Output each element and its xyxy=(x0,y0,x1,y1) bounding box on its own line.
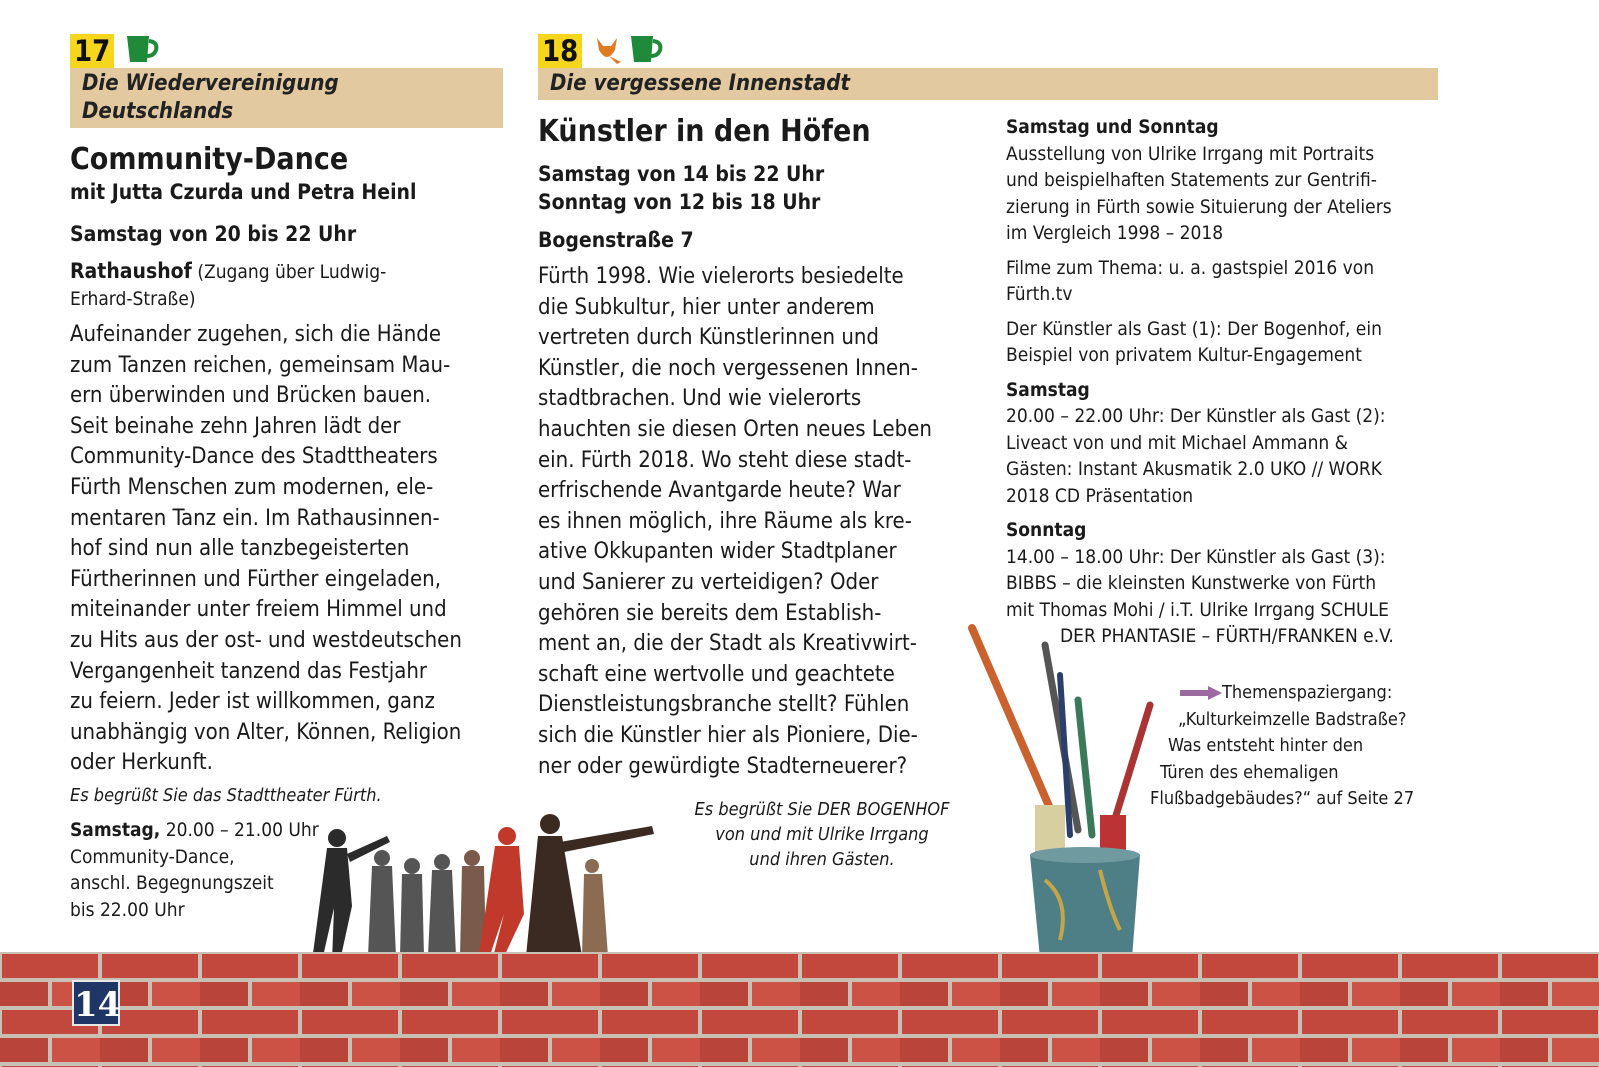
place-note-2: Erhard-Straße) xyxy=(70,287,196,310)
body-line: Künstler, die noch vergessenen Innen- xyxy=(538,355,918,381)
body-line: unabhängig von Alter, Können, Religion xyxy=(70,719,462,745)
left-article-header xyxy=(70,34,159,68)
program-line: Beispiel von privatem Kultur-Engagement xyxy=(1006,344,1362,366)
event-number-18: 18 xyxy=(538,34,582,68)
walk-line: Türen des ehemaligen xyxy=(1160,761,1339,783)
paint-bucket-image xyxy=(960,620,1170,965)
right-time-1: Samstag von 14 bis 22 Uhr xyxy=(538,162,825,186)
heading-sunday: Sonntag xyxy=(1006,519,1087,541)
heading-saturday: Samstag xyxy=(1006,378,1090,401)
fox-icon xyxy=(591,34,623,66)
right-topic-band xyxy=(538,68,1438,100)
left-greeting: Es begrüßt Sie das Stadttheater Fürth. xyxy=(70,785,382,806)
greeting-line: von und mit Ulrike Irrgang xyxy=(715,824,929,845)
schedule-line: Community-Dance, xyxy=(70,845,235,868)
body-line: Fürth Menschen zum modernen, ele- xyxy=(70,474,434,500)
body-line: ment an, die der Stadt als Kreativwirt- xyxy=(538,631,917,657)
body-line: ner oder gewürdigte Stadterneuerer? xyxy=(538,753,908,779)
body-line: Community-Dance des Stadttheaters xyxy=(70,444,438,470)
program-line: BIBBS – die kleinsten Kunstwerke von Fürth xyxy=(1006,572,1377,594)
body-line: hauchten sie diesen Orten neues Leben xyxy=(538,416,932,442)
cup-icon xyxy=(125,34,159,64)
body-line: es ihnen möglich, ihre Räume als kre- xyxy=(538,508,912,534)
program-line: zierung in Fürth sowie Situierung der Ateliers xyxy=(1006,195,1392,218)
body-line: mentaren Tanz ein. Im Rathausinnen- xyxy=(70,505,440,531)
program-line: Filme zum Thema: u. a. gastspiel 2016 von xyxy=(1006,256,1375,279)
schedule-line: anschl. Begegnungszeit xyxy=(70,872,274,894)
body-line: oder Herkunft. xyxy=(70,750,213,776)
program-line: mit Thomas Mohi / i.T. Ulrike Irrgang SCHULE xyxy=(1006,598,1389,621)
right-greeting xyxy=(672,797,972,872)
topic-line-1: Die Wiedervereinigung xyxy=(82,71,339,96)
body-line: Fürth 1998. Wie vielerorts besiedelte xyxy=(538,264,904,289)
body-line: Fürtherinnen und Fürther eingeladen, xyxy=(70,566,441,592)
right-article-header xyxy=(538,34,663,68)
body-line: Vergangenheit tanzend das Festjahr xyxy=(70,658,427,684)
arrow-right-icon xyxy=(1180,686,1222,700)
left-subtitle: mit Jutta Czurda und Petra Heinl xyxy=(70,180,417,204)
body-line: ative Okkupanten wider Stadtplaner xyxy=(538,539,897,565)
program-line: DER PHANTASIE – FÜRTH/FRANKEN e.V. xyxy=(1060,625,1394,647)
left-time: Samstag von 20 bis 22 Uhr xyxy=(70,222,357,246)
program-line: Gästen: Instant Akusmatik 2.0 UKO // WORK xyxy=(1006,458,1382,480)
walk-line: Flußbadgebäudes?“ auf Seite 27 xyxy=(1150,788,1415,809)
body-line: ern überwinden und Brücken bauen. xyxy=(70,383,432,409)
body-line: Aufeinander zugehen, sich die Hände xyxy=(70,322,442,347)
body-line: miteinander unter freiem Himmel und xyxy=(70,597,447,623)
program-line: und beispielhaften Statements zur Gentrifi- xyxy=(1006,169,1377,191)
schedule-day: Samstag, xyxy=(70,819,161,841)
left-body xyxy=(70,320,510,779)
body-line: stadtbrachen. Und wie vielerorts xyxy=(538,386,862,412)
dancers-photo xyxy=(292,796,672,966)
program-column xyxy=(1006,114,1446,650)
right-place: Bogenstraße 7 xyxy=(538,228,694,252)
schedule-time: 20.00 – 21.00 Uhr xyxy=(160,819,319,841)
left-place xyxy=(70,258,500,312)
event-number-17: 17 xyxy=(70,34,114,68)
body-line: Dienstleistungsbranche stellt? Fühlen xyxy=(538,692,910,718)
right-time-2: Sonntag von 12 bis 18 Uhr xyxy=(538,190,821,214)
body-line: Seit beinahe zehn Jahren lädt der xyxy=(70,413,401,439)
body-line: die Subkultur, hier unter anderem xyxy=(538,294,875,320)
body-line: schaft eine wertvolle und geachtete xyxy=(538,661,895,687)
greeting-line: Es begrüßt Sie DER BOGENHOF xyxy=(694,799,950,820)
brick-wall xyxy=(0,952,1599,1067)
body-line: sich die Künstler hier als Pioniere, Die- xyxy=(538,722,918,748)
program-line: im Vergleich 1998 – 2018 xyxy=(1006,222,1224,244)
heading-both-days: Samstag und Sonntag xyxy=(1006,116,1219,138)
walk-reference[interactable] xyxy=(1150,680,1450,813)
greeting-line: und ihren Gästen. xyxy=(749,849,895,870)
body-line: erfrischende Avantgarde heute? War xyxy=(538,478,901,504)
left-topic-band xyxy=(70,68,503,128)
program-line: 20.00 – 22.00 Uhr: Der Künstler als Gast (2): xyxy=(1006,405,1386,427)
walk-line: Themenspaziergang: xyxy=(1222,682,1393,703)
brick-pattern xyxy=(0,952,1599,1067)
body-line: zu feiern. Jeder ist willkommen, ganz xyxy=(70,689,435,715)
program-line: Der Künstler als Gast (1): Der Bogenhof, ein xyxy=(1006,317,1382,340)
body-line: und Sanierer zu verteidigen? Oder xyxy=(538,569,879,595)
page-number: 14 xyxy=(72,980,120,1026)
body-line: vertreten durch Künstlerinnen und xyxy=(538,325,879,351)
program-line: Ausstellung von Ulrike Irrgang mit Portraits xyxy=(1006,142,1375,165)
walk-line: „Kulturkeimzelle Badstraße? xyxy=(1178,708,1407,730)
program-line: Liveact von und mit Michael Ammann & xyxy=(1006,431,1349,454)
place-name: Rathaushof xyxy=(70,259,192,283)
place-note: (Zugang über Ludwig- xyxy=(191,261,387,283)
left-title: Community-Dance xyxy=(70,142,349,177)
right-title: Künstler in den Höfen xyxy=(538,114,871,149)
topic-line-2: Deutschlands xyxy=(82,99,234,124)
program-line: 14.00 – 18.00 Uhr: Der Künstler als Gast (3): xyxy=(1006,545,1386,568)
topic-line: Die vergessene Innenstadt xyxy=(550,71,850,96)
cup-icon xyxy=(629,34,663,64)
left-schedule xyxy=(70,817,330,923)
body-line: zum Tanzen reichen, gemeinsam Mau- xyxy=(70,352,451,378)
right-body xyxy=(538,262,978,782)
walk-line: Was entsteht hinter den xyxy=(1168,735,1364,756)
body-line: zu Hits aus der ost- und westdeutschen xyxy=(70,627,462,653)
schedule-line: bis 22.00 Uhr xyxy=(70,898,185,921)
program-line: 2018 CD Präsentation xyxy=(1006,484,1194,507)
body-line: ein. Fürth 2018. Wo steht diese stadt- xyxy=(538,447,912,473)
body-line: hof sind nun alle tanzbegeisterten xyxy=(70,536,410,562)
body-line: gehören sie bereits dem Establish- xyxy=(538,600,882,626)
program-line: Fürth.tv xyxy=(1006,283,1073,305)
